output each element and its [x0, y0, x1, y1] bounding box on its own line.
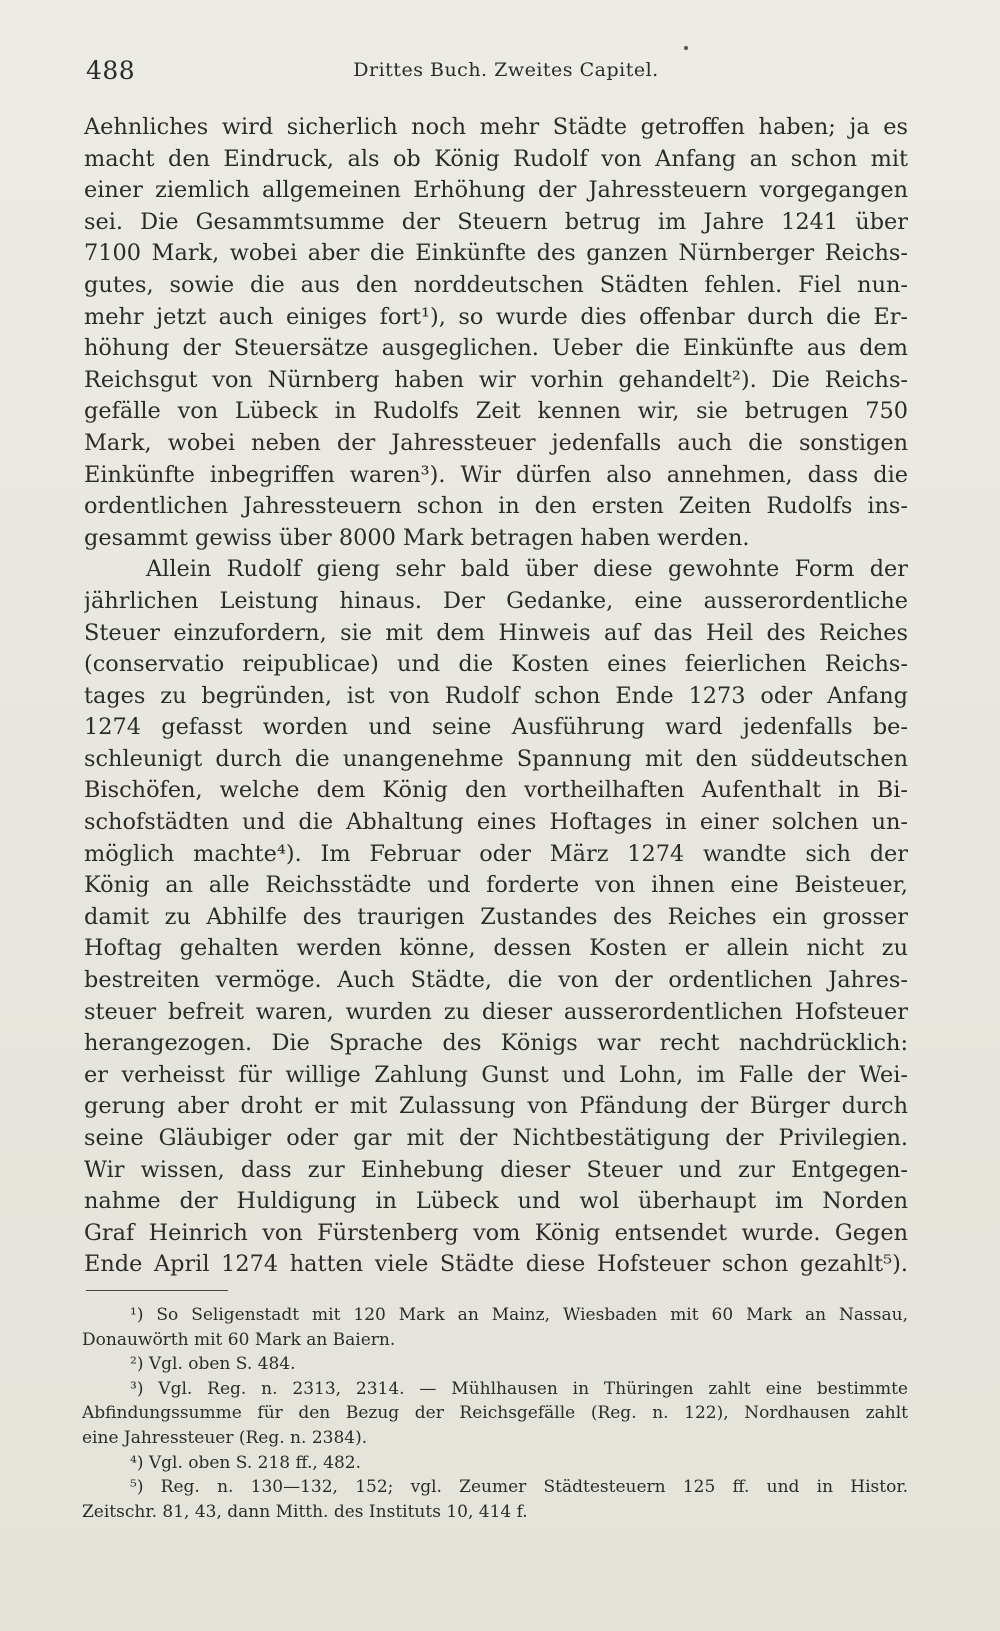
body-line: jährlichen Leistung hinaus. Der Gedanke, eine ausserordentliche — [84, 587, 908, 614]
body-line: er verheisst für willige Zahlung Gunst und Lohn, im Falle der Wei- — [84, 1061, 908, 1088]
footnote-1: ¹) So Seligenstadt mit 120 Mark an Mainz, Wiesbaden mit 60 Mark an Nassau, — [130, 1305, 908, 1325]
body-line: Hoftag gehalten werden könne, dessen Kosten er allein nicht zu — [84, 935, 908, 962]
body-line: möglich machte⁴). Im Februar oder März 1274 wandte sich der — [84, 840, 908, 867]
footnote-2: ²) Vgl. oben S. 484. — [130, 1354, 296, 1375]
body-line: schofstädten und die Abhaltung eines Hoftages in einer solchen un- — [84, 809, 908, 836]
body-line: Graf Heinrich von Fürstenberg vom König entsendet wurde. Gegen — [84, 1219, 908, 1246]
page-number: 488 — [86, 56, 136, 85]
body-line: einer ziemlich allgemeinen Erhöhung der Jahressteuern vorgegangen — [84, 177, 908, 204]
body-line: Reichsgut von Nürnberg haben wir vorhin gehandelt²). Die Reichs- — [84, 366, 908, 393]
body-line: Aehnliches wird sicherlich noch mehr Städte getroffen haben; ja es — [84, 114, 908, 140]
body-line: schleunigt durch die unangenehme Spannung mit den süddeutschen — [84, 745, 908, 772]
footnote-4: ⁴) Vgl. oben S. 218 ff., 482. — [130, 1452, 362, 1473]
body-line: gutes, sowie die aus den norddeutschen Städten fehlen. Fiel nun- — [84, 271, 908, 298]
body-line: 7100 Mark, wobei aber die Einkünfte des ganzen Nürnberger Reichs- — [84, 240, 908, 267]
body-line: höhung der Steuersätze ausgeglichen. Ueber die Einkünfte aus dem — [84, 335, 908, 362]
footnote-3: ³) Vgl. Reg. n. 2313, 2314. — Mühlhausen in Thüringen zahlt eine bestimmte — [130, 1378, 908, 1399]
footnote-5: ⁵) Reg. n. 130—132, 152; vgl. Zeumer Städtesteuern 125 ff. und in Histor. — [130, 1477, 908, 1498]
footnote-divider — [86, 1290, 228, 1291]
body-line: Steuer einzufordern, sie mit dem Hinweis auf das Heil des Reiches — [84, 619, 908, 646]
body-line: Wir wissen, dass zur Einhebung dieser Steuer und zur Entgegen- — [84, 1156, 908, 1183]
body-line: steuer befreit waren, wurden zu dieser ausserordentlichen Hofsteuer — [84, 998, 908, 1025]
footnote-line: Donauwörth mit 60 Mark an Baiern. — [82, 1329, 396, 1350]
footnote-line: Abfindungssumme für den Bezug der Reichsgefälle (Reg. n. 122), Nordhausen zahlt — [82, 1403, 908, 1424]
body-line: damit zu Abhilfe des traurigen Zustandes des Reiches ein grosser — [84, 903, 908, 930]
body-line: ordentlichen Jahressteuern schon in den ersten Zeiten Rudolfs ins- — [84, 493, 908, 520]
body-line: mehr jetzt auch einiges fort¹), so wurde dies offenbar durch die Er- — [84, 303, 908, 330]
body-line: sei. Die Gesammtsumme der Steuern betrug im Jahre 1241 über — [84, 208, 908, 235]
body-line: (conservatio reipublicae) und die Kosten eines feierlichen Reichs- — [84, 651, 908, 678]
footnote-line: Zeitschr. 81, 43, dann Mitth. des Instituts 10, 414 f. — [82, 1501, 528, 1522]
footnote-line: eine Jahressteuer (Reg. n. 2384). — [82, 1427, 368, 1448]
footnotes — [82, 1303, 908, 1524]
body-text — [84, 112, 908, 1281]
running-head: Drittes Buch. Zweites Capitel. — [353, 59, 659, 81]
paragraph-start-line: Allein Rudolf gieng sehr bald über diese gewohnte Form der — [146, 556, 908, 583]
body-line: bestreiten vermöge. Auch Städte, die von der ordentlichen Jahres- — [84, 967, 908, 994]
page-header — [86, 56, 908, 96]
body-line: Einkünfte inbegriffen waren³). Wir dürfen also annehmen, dass die — [84, 461, 908, 488]
body-line: seine Gläubiger oder gar mit der Nichtbestätigung der Privilegien. — [84, 1125, 908, 1151]
body-line: König an alle Reichsstädte und forderte von ihnen eine Beisteuer, — [84, 872, 908, 899]
body-line: Mark, wobei neben der Jahressteuer jedenfalls auch die sonstigen — [84, 429, 908, 456]
ink-speck — [684, 46, 688, 50]
body-line: nahme der Huldigung in Lübeck und wol überhaupt im Norden — [84, 1188, 908, 1215]
body-line: Bischöfen, welche dem König den vortheilhaften Aufenthalt in Bi- — [84, 777, 908, 804]
body-line: gerung aber droht er mit Zulassung von Pfändung der Bürger durch — [84, 1093, 908, 1120]
body-line: macht den Eindruck, als ob König Rudolf von Anfang an schon mit — [84, 145, 908, 172]
body-line: gesammt gewiss über 8000 Mark betragen haben werden. — [84, 524, 750, 551]
body-line: gefälle von Lübeck in Rudolfs Zeit kennen wir, sie betrugen 750 — [84, 398, 908, 425]
body-line: 1274 gefasst worden und seine Ausführung ward jedenfalls be- — [84, 714, 908, 741]
body-line: tages zu begründen, ist von Rudolf schon Ende 1273 oder Anfang — [84, 682, 908, 709]
body-line: Ende April 1274 hatten viele Städte diese Hofsteuer schon gezahlt⁵). — [84, 1251, 908, 1278]
body-line: herangezogen. Die Sprache des Königs war recht nachdrücklich: — [84, 1030, 908, 1057]
